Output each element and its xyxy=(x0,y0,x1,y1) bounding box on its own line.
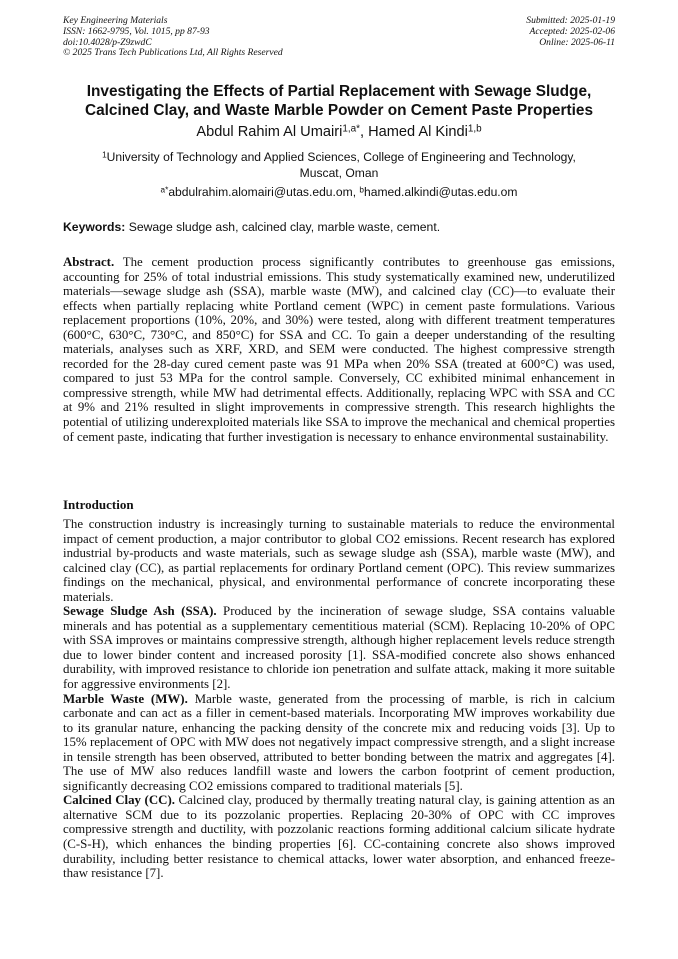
paragraph xyxy=(63,793,615,880)
keywords-label: Keywords: xyxy=(63,220,126,234)
affiliation-mark: 1 xyxy=(102,150,107,160)
title-line-2: Calcined Clay, and Waste Marble Powder on Cement Paste Properties xyxy=(84,102,594,119)
paragraph-text: Produced by the incineration of sewage sludge, SSA contains valuable minerals and has potential as a supplementary cementitious material (SCM). Replacing 10-20% of OPC with SSA improves or maintains compressive strength, although higher replacement levels reduce strength due to lower binder content and increased porosity [1]. SSA-modified concrete also shows enhanced durability, with improved resistance to chloride ion penetration and sulfate attack, making it more suitable for aggressive environments [2]. xyxy=(63,604,615,692)
keywords xyxy=(63,220,615,235)
abstract-text: The cement production process significantly contributes to greenhouse gas emissions, accounting for 25% of total industrial emissions. This study systematically examined new, underutilized materials—sewage sludge ash (SSA), marble waste (MW), and calcined clay (CC)—to evaluate their effects when partially replacing white Portland cement (WPC) in cement paste formulations. Various replacement proportions (10%, 20%, and 30%) were tested, along with different treatment temperatures (600°C, 630°C, 730°C, and 850°C) for SSA and CC. To gain a deeper understanding of the resulting materials, analyses such as XRF, XRD, and SEM were conducted. The highest compressive strength recorded for the 28-day cured cement paste was 91 MPa when 20% SSA (treated at 600°C) was used, compared to just 53 MPa for the control sample. Conversely, CC exhibited minimal enhancement in compressive strength, while MW had detrimental effects. Additionally, replacing WPC with SSA and CC at 9% and 21% resulted in slight improvements in compressive strength. This research highlights the potential of utilizing underexploited materials like SSA to improve the mechanical and chemical properties of cement paste, indicating that further investigation is necessary to enhance environmental sustainability. xyxy=(63,255,615,444)
date-accepted: Accepted: 2025-02-06 xyxy=(529,25,615,37)
dates-header xyxy=(526,16,615,48)
author-separator: , xyxy=(359,124,369,140)
author-list xyxy=(40,123,638,141)
paragraph: The construction industry is increasingly turning to sustainable materials to reduce the environmental impact of cement production, a major contributor to global CO2 emissions. Recent research has explored industrial by-products and waste materials, such as sewage sludge ash (SSA), marble waste (MW), and calcined clay (CC), as partial replacements for ordinary Portland cement (OPC). This review summarizes findings on the mechanical, physical, and environmental performance of concrete incorporating these materials. xyxy=(63,517,615,604)
journal-header xyxy=(63,16,283,59)
date-submitted: Submitted: 2025-01-19 xyxy=(526,15,615,26)
author-affil-mark: 1,a* xyxy=(342,123,360,135)
title-line-1: Investigating the Effects of Partial Replacement with Sewage Sludge, xyxy=(86,83,592,100)
keywords-text: Sewage sludge ash, calcined clay, marble waste, cement. xyxy=(125,220,441,234)
affiliation xyxy=(60,150,618,181)
author-affil-mark: 1,b xyxy=(467,123,482,135)
email-separator: , xyxy=(352,185,360,199)
email-mark: b xyxy=(359,185,364,195)
affiliation-text: University of Technology and Applied Sciences, College of Engineering and Technology, xyxy=(106,150,576,164)
paragraph xyxy=(63,604,615,691)
paragraph-lead: Sewage Sludge Ash (SSA). xyxy=(63,604,217,619)
email-link[interactable]: abdulrahim.alomairi@utas.edu.om xyxy=(168,185,353,199)
affiliation-line-2: Muscat, Oman xyxy=(299,165,379,180)
paragraph xyxy=(63,692,615,794)
paragraph-lead: Marble Waste (MW). xyxy=(63,691,188,706)
paragraph-text: Calcined clay, produced by thermally treating natural clay, is gaining attention as an alternative SCM due to its pozzolanic properties. Replacing 20-30% of OPC with CC improves compressive strength and ductility, with pozzolanic reactions forming additional calcium silicate hydrate (C-S-H), which enhances the binding properties [6]. CC-containing concrete also shows improved durability, including better resistance to chemical attacks, lower water absorption, and enhanced freeze-thaw resistance [7]. xyxy=(63,793,615,881)
journal-issn: ISSN: 1662-9795, Vol. 1015, pp 87-93 xyxy=(63,25,210,37)
journal-name: Key Engineering Materials xyxy=(63,15,168,26)
copyright-notice: © 2025 Trans Tech Publications Ltd, All Rights Reserved xyxy=(63,47,283,59)
paper-title xyxy=(40,82,638,120)
date-online: Online: 2025-06-11 xyxy=(539,36,615,48)
section-heading: Introduction xyxy=(63,497,134,512)
email-link[interactable]: hamed.alkindi@utas.edu.om xyxy=(364,185,518,199)
author-name: Abdul Rahim Al Umairi xyxy=(196,124,343,140)
abstract-label: Abstract. xyxy=(63,255,115,269)
abstract xyxy=(63,255,615,444)
affiliation-line-1 xyxy=(60,150,618,166)
journal-doi[interactable]: doi:10.4028/p-Z9zwdC xyxy=(63,36,152,48)
introduction-body xyxy=(63,517,615,881)
email-mark: a* xyxy=(160,185,169,195)
paragraph-lead: Calcined Clay (CC). xyxy=(63,793,175,808)
author-name: Hamed Al Kindi xyxy=(368,124,468,140)
email-list xyxy=(40,185,638,200)
paragraph-text: Marble waste, generated from the processing of marble, is rich in calcium carbonate and can act as a filler in cement-based materials. Incorporating MW improves workability due to its granular nature, enhancing the packing density of the concrete mix and reducing voids [3]. Up to 15% replacement of OPC with MW does not negatively impact compressive strength, and a slight increase in tensile strength has been observed, attributed to better bonding between the matrix and aggregates [4]. The use of MW also reduces landfill waste and lowers the carbon footprint of cement production, significantly decreasing CO2 emissions compared to traditional materials [5]. xyxy=(63,691,616,793)
